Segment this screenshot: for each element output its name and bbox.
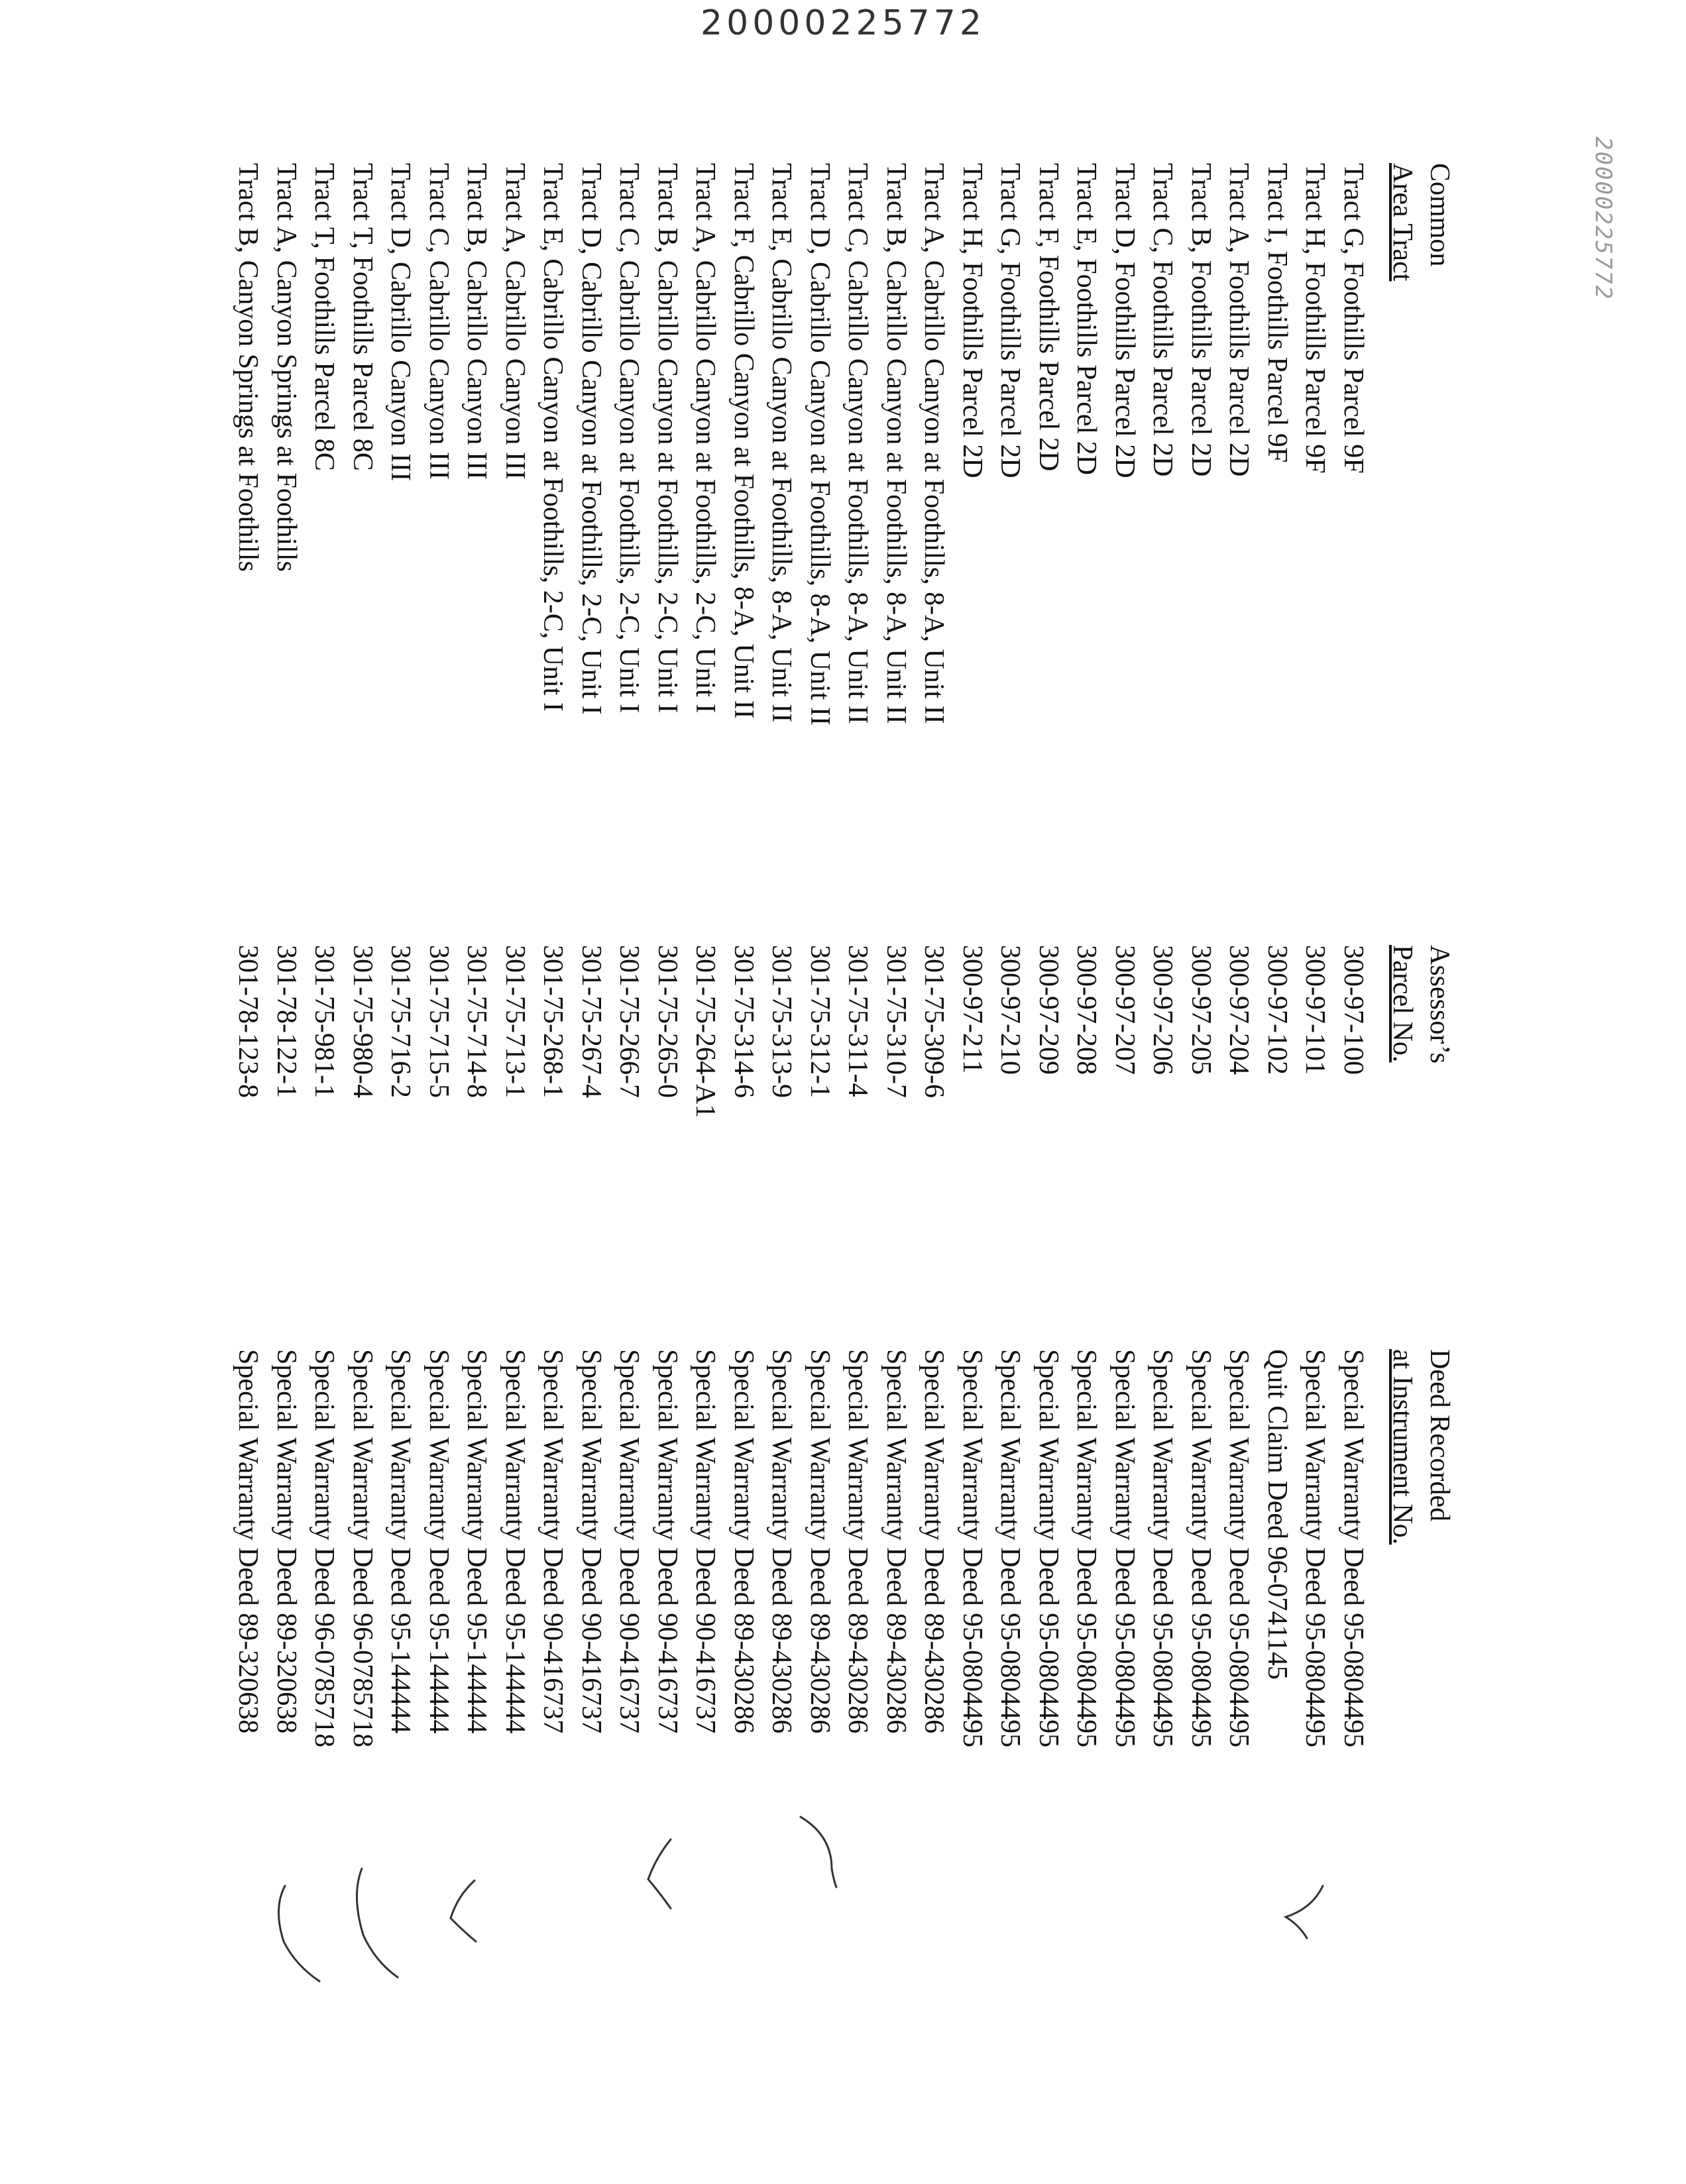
- table-row: [1296, 163, 1334, 2098]
- tract-cell: Tract F, Foothills Parcel 2D: [1033, 163, 1064, 472]
- parcel-number-cell: 301-75-314-6: [728, 945, 759, 1098]
- parcel-number-cell: 300-97-100: [1338, 945, 1369, 1075]
- parcel-number-cell: 300-97-207: [1109, 945, 1140, 1075]
- parcel-number-cell: 300-97-101: [1300, 945, 1331, 1075]
- tract-cell: Tract H, Foothills Parcel 9F: [1300, 163, 1331, 474]
- parcel-number-cell: 301-75-267-4: [576, 945, 606, 1098]
- column-header-parcel: [1384, 945, 1458, 1064]
- table-row: [724, 163, 763, 2098]
- deed-instrument-cell: Special Warranty Deed 95-144444: [423, 1349, 454, 1734]
- parcel-number-cell: 301-75-268-1: [537, 945, 569, 1098]
- column-header-tract: [1384, 163, 1458, 281]
- column-header-deed-line2: at Instrument No.: [1387, 1349, 1418, 1545]
- parcel-number-cell: 300-97-204: [1223, 945, 1255, 1075]
- deed-instrument-cell: Special Warranty Deed 90-416737: [576, 1349, 606, 1734]
- tract-cell: Tract A, Foothills Parcel 2D: [1223, 163, 1255, 477]
- deed-instrument-cell: Special Warranty Deed 95-0804495: [1033, 1349, 1064, 1748]
- tract-cell: Tract B, Cabrillo Canyon III: [461, 163, 492, 480]
- tract-cell: Tract B, Cabrillo Canyon at Foothills, 8-A, Unit II: [881, 163, 911, 724]
- deed-instrument-cell: Special Warranty Deed 90-416737: [537, 1349, 569, 1734]
- parcel-number-cell: 301-78-123-8: [233, 945, 264, 1098]
- parcel-number-cell: 300-97-209: [1033, 945, 1064, 1075]
- parcel-number-cell: 300-97-205: [1186, 945, 1216, 1075]
- table-row: [953, 163, 991, 2098]
- deed-instrument-cell: Special Warranty Deed 89-430286: [728, 1349, 759, 1734]
- parcel-number-cell: 300-97-206: [1147, 945, 1178, 1075]
- tract-cell: Tract D, Cabrillo Canyon at Foothills, 2-C, Unit I: [576, 163, 606, 715]
- table-row: [877, 163, 915, 2098]
- table-row: [420, 163, 458, 2098]
- deed-instrument-cell: Special Warranty Deed 90-416737: [614, 1349, 645, 1734]
- table-row: [610, 163, 648, 2098]
- parcel-number-cell: 301-75-309-6: [919, 945, 950, 1098]
- tract-cell: Tract C, Cabrillo Canyon at Foothills, 2-C, Unit I: [614, 163, 645, 714]
- table-row: [1334, 163, 1373, 2098]
- parcel-number-cell: 301-75-716-2: [385, 945, 416, 1098]
- table-row: [534, 163, 572, 2098]
- deed-instrument-cell: Special Warranty Deed 95-0804495: [1147, 1349, 1178, 1748]
- tract-cell: Tract D, Cabrillo Canyon III: [385, 163, 416, 482]
- column-header-tract-line1: Common: [1424, 163, 1455, 267]
- deed-instrument-cell: Quit Claim Deed 96-0741145: [1262, 1349, 1292, 1680]
- tract-cell: Tract H, Foothills Parcel 2D: [957, 163, 987, 478]
- tract-cell: Tract T, Foothills Parcel 8C: [347, 163, 378, 471]
- side-stamp: [1589, 136, 1617, 309]
- tract-cell: Tract C, Foothills Parcel 2D: [1147, 163, 1178, 477]
- parcel-number-cell: 301-75-715-5: [423, 945, 454, 1098]
- tract-cell: Tract C, Cabrillo Canyon III: [423, 163, 454, 480]
- column-header-deed-line1: Deed Recorded: [1424, 1349, 1455, 1522]
- table-row: [381, 163, 420, 2098]
- deed-instrument-cell: Special Warranty Deed 95-0804495: [957, 1349, 987, 1748]
- table-row: [229, 163, 267, 2098]
- parcel-number-cell: 300-97-211: [957, 945, 987, 1074]
- table-row: [1029, 163, 1068, 2098]
- tract-cell: Tract T, Foothills Parcel 8C: [309, 163, 340, 471]
- table-row: [801, 163, 839, 2098]
- table-row: [1182, 163, 1220, 2098]
- table-row: [1219, 163, 1258, 2098]
- column-header-parcel-line2: Parcel No.: [1387, 945, 1418, 1063]
- parcel-number-cell: 301-75-981-1: [309, 945, 340, 1098]
- parcel-number-cell: 301-75-311-4: [842, 945, 873, 1097]
- deed-instrument-cell: Special Warranty Deed 89-430286: [919, 1349, 950, 1734]
- deed-instrument-cell: Special Warranty Deed 90-416737: [690, 1349, 721, 1734]
- tract-cell: Tract A, Canyon Springs at Foothills: [271, 163, 302, 572]
- deed-instrument-cell: Special Warranty Deed 89-430286: [881, 1349, 911, 1734]
- table-row: [648, 163, 687, 2098]
- tract-cell: Tract G, Foothills Parcel 9F: [1338, 163, 1369, 474]
- parcel-number-cell: 301-75-264-A1: [690, 945, 721, 1119]
- tract-cell: Tract B, Foothills Parcel 2D: [1186, 163, 1216, 477]
- tract-cell: Tract A, Cabrillo Canyon III: [500, 163, 530, 480]
- deed-instrument-cell: Special Warranty Deed 95-144444: [385, 1349, 416, 1734]
- table-row: [991, 163, 1029, 2098]
- parcel-number-cell: 301-75-313-9: [766, 945, 797, 1098]
- side-stamp-text: 20000225772: [1590, 136, 1616, 301]
- deed-instrument-cell: Special Warranty Deed 96-0785718: [347, 1349, 378, 1748]
- table-row: [572, 163, 610, 2098]
- table-row: [686, 163, 724, 2098]
- table-row: [1105, 163, 1144, 2098]
- parcel-number-cell: 301-75-980-4: [347, 945, 378, 1098]
- table-row: [457, 163, 496, 2098]
- table-row: [1258, 163, 1296, 2098]
- deed-instrument-cell: Special Warranty Deed 95-0804495: [1186, 1349, 1216, 1748]
- tract-cell: Tract D, Foothills Parcel 2D: [1109, 163, 1140, 478]
- table-row: [915, 163, 953, 2098]
- parcel-number-cell: 301-75-714-8: [461, 945, 492, 1098]
- parcel-number-cell: 300-97-208: [1071, 945, 1102, 1075]
- deed-instrument-cell: Special Warranty Deed 95-0804495: [1300, 1349, 1331, 1748]
- deed-instrument-cell: Special Warranty Deed 95-0804495: [995, 1349, 1026, 1748]
- deed-instrument-cell: Special Warranty Deed 90-416737: [652, 1349, 683, 1734]
- deed-instrument-cell: Special Warranty Deed 89-430286: [766, 1349, 797, 1734]
- tract-cell: Tract B, Cabrillo Canyon at Foothills, 2-C, Unit I: [652, 163, 683, 714]
- deed-instrument-cell: Special Warranty Deed 96-0785718: [309, 1349, 340, 1748]
- table-row: [1067, 163, 1105, 2098]
- tract-cell: Tract D, Cabrillo Canyon at Foothills, 8-A, Unit II: [805, 163, 835, 726]
- deed-instrument-cell: Special Warranty Deed 95-144444: [500, 1349, 530, 1734]
- tract-cell: Tract G, Foothills Parcel 2D: [995, 163, 1026, 478]
- column-header-deed: [1384, 1349, 1458, 1545]
- column-header-parcel-line1: Assessor’s: [1424, 945, 1455, 1064]
- deed-instrument-cell: Special Warranty Deed 95-0804495: [1338, 1349, 1369, 1748]
- parcel-number-cell: 301-75-312-1: [805, 945, 835, 1098]
- table-row: [1143, 163, 1182, 2098]
- deed-instrument-cell: Special Warranty Deed 89-430286: [842, 1349, 873, 1734]
- column-header-tract-line2: Area Tract: [1387, 163, 1418, 282]
- table-row: [762, 163, 801, 2098]
- tract-cell: Tract E, Foothills Parcel 2D: [1071, 163, 1102, 475]
- deed-instrument-cell: Special Warranty Deed 89-430286: [805, 1349, 835, 1734]
- parcel-number-cell: 301-78-122-1: [271, 945, 302, 1098]
- deed-instrument-cell: Special Warranty Deed 95-144444: [461, 1349, 492, 1734]
- parcel-number-cell: 301-75-266-7: [614, 945, 645, 1098]
- table-row: [305, 163, 343, 2098]
- tract-cell: Tract E, Cabrillo Canyon at Foothills, 8-A, Unit II: [766, 163, 797, 723]
- table-body: [229, 163, 1372, 2098]
- parcel-number-cell: 300-97-102: [1262, 945, 1292, 1075]
- table-row: [838, 163, 877, 2098]
- tract-cell: Tract B, Canyon Springs at Foothills: [233, 163, 264, 572]
- deed-instrument-cell: Special Warranty Deed 89-320638: [271, 1349, 302, 1734]
- tract-cell: Tract I, Foothills Parcel 9F: [1262, 163, 1292, 463]
- deed-instrument-cell: Special Warranty Deed 89-320638: [233, 1349, 264, 1734]
- deed-instrument-cell: Special Warranty Deed 95-0804495: [1223, 1349, 1255, 1748]
- deed-instrument-cell: Special Warranty Deed 95-0804495: [1109, 1349, 1140, 1748]
- tract-cell: Tract A, Cabrillo Canyon at Foothills, 8-A, Unit II: [919, 163, 950, 724]
- parcel-number-cell: 300-97-210: [995, 945, 1026, 1075]
- table-row: [267, 163, 306, 2098]
- parcel-number-cell: 301-75-713-1: [500, 945, 530, 1098]
- table-row: [496, 163, 534, 2098]
- parcel-number-cell: 301-75-310-7: [881, 945, 911, 1098]
- deed-instrument-cell: Special Warranty Deed 95-0804495: [1071, 1349, 1102, 1748]
- tract-cell: Tract A, Cabrillo Canyon at Foothills, 2-C, Unit I: [690, 163, 721, 714]
- tract-cell: Tract F, Cabrillo Canyon at Foothills, 8-A, Unit II: [728, 163, 759, 719]
- deed-table: [219, 163, 1458, 2098]
- tract-cell: Tract C, Cabrillo Canyon at Foothills, 8-A, Unit II: [842, 163, 873, 724]
- parcel-number-cell: 301-75-265-0: [652, 945, 683, 1098]
- table-row: [343, 163, 382, 2098]
- tract-cell: Tract E, Cabrillo Canyon at Foothills, 2-C, Unit I: [537, 163, 569, 712]
- document-number: 20000225772: [701, 3, 985, 43]
